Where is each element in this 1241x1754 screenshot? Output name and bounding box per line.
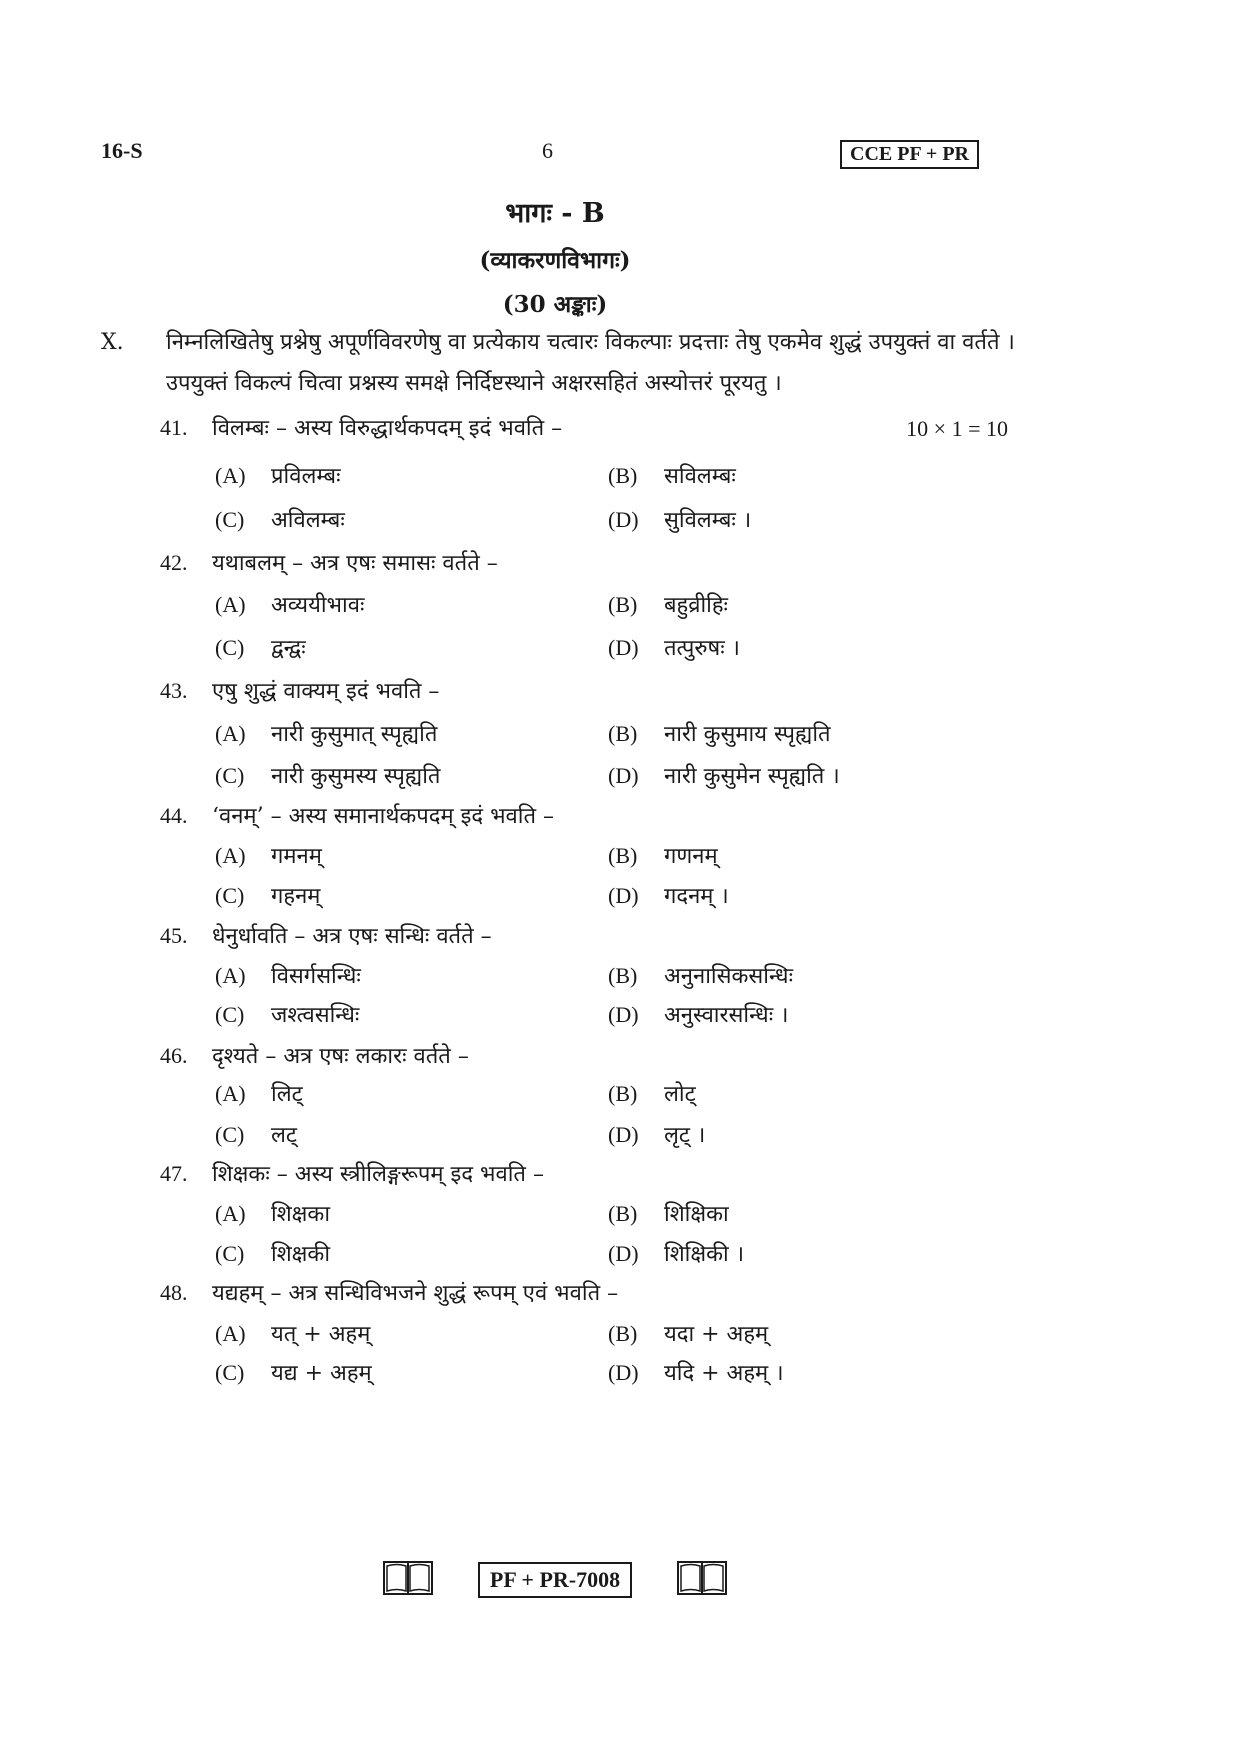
option-text: जश्त्वसन्धिः: [271, 1003, 360, 1028]
question-text: यद्यहम् – अत्र सन्धिविभजने शुद्धं रूपम् एवं भवति –: [212, 1281, 619, 1306]
option: [608, 1078, 696, 1108]
open-book-icon: [677, 1561, 727, 1599]
option-label: (B): [608, 463, 638, 488]
option-label: (A): [215, 592, 246, 617]
question: [160, 675, 439, 705]
option-text: लृट् ।: [664, 1123, 706, 1148]
question-number: 44.: [160, 803, 188, 828]
option: [608, 504, 751, 534]
option-text: गमनम्: [271, 844, 322, 869]
option-label: (C): [215, 1360, 245, 1385]
question-number: 42.: [160, 550, 188, 575]
instruction-label: X.: [101, 330, 124, 355]
option: [215, 880, 320, 910]
option-label: (B): [608, 1321, 638, 1346]
option: [215, 1119, 297, 1149]
option-label: (C): [215, 1241, 245, 1266]
option-label: (B): [608, 843, 638, 868]
option-label: (A): [215, 463, 246, 488]
option: [608, 840, 718, 870]
option: [608, 718, 831, 748]
option-text: लिट्: [271, 1082, 303, 1107]
section-title: भागः - B: [505, 198, 605, 229]
option-text: सुविलम्बः ।: [664, 508, 752, 533]
option-label: (D): [608, 1360, 639, 1385]
option-label: (D): [608, 1122, 639, 1147]
option-text: नारी कुसुमाय स्पृह्यति: [664, 722, 831, 747]
option-label: (A): [215, 1081, 246, 1106]
option-text: अविलम्बः: [271, 508, 345, 533]
option: [215, 1078, 303, 1108]
question: [160, 920, 492, 950]
option-text: शिक्षिकी ।: [664, 1242, 745, 1267]
option: [608, 460, 736, 490]
option-text: सविलम्बः: [664, 464, 736, 489]
question: [160, 1277, 618, 1307]
option-text: अनुनासिकसन्धिः: [664, 964, 794, 989]
question-text: ‘वनम्’ – अस्य समानार्थकपदम् इदं भवति –: [212, 804, 555, 829]
option: [215, 632, 306, 662]
option-text: अनुस्वारसन्धिः ।: [664, 1003, 789, 1028]
question-number: 46.: [160, 1043, 188, 1068]
question-text: यथाबलम् – अत्र एषः समासः वर्तते –: [212, 551, 498, 576]
option-label: (A): [215, 963, 246, 988]
option-label: (D): [608, 763, 639, 788]
question-text: दृश्यते – अत्र एषः लकारः वर्तते –: [212, 1044, 469, 1069]
option-text: लोट्: [664, 1082, 696, 1107]
option: [215, 589, 364, 619]
question-text: विलम्बः – अस्य विरुद्धार्थकपदम् इदं भवति –: [212, 416, 563, 441]
question: [160, 1158, 544, 1188]
footer-code-box: PF + PR-7008: [478, 1562, 632, 1598]
option-label: (C): [215, 507, 245, 532]
option-label: (B): [608, 1201, 638, 1226]
option-label: (C): [215, 635, 245, 660]
option: [608, 760, 840, 790]
page-footer: [0, 1561, 1110, 1599]
option: [215, 1318, 370, 1348]
option-label: (B): [608, 1081, 638, 1106]
exam-code-box: CCE PF + PR: [840, 140, 979, 169]
option-label: (A): [215, 843, 246, 868]
option-text: यदा + अहम्: [664, 1322, 769, 1347]
option-text: गहनम्: [271, 884, 321, 909]
option-text: शिक्षका: [271, 1202, 331, 1227]
option-label: (B): [608, 963, 638, 988]
option-text: यद्य + अहम्: [271, 1361, 372, 1386]
question: [160, 1040, 469, 1070]
option: [608, 1119, 705, 1149]
option: [215, 999, 359, 1029]
option-text: गदनम् ।: [664, 884, 729, 909]
option-label: (B): [608, 592, 638, 617]
option-label: (D): [608, 507, 639, 532]
question-number: 47.: [160, 1161, 188, 1186]
option: [215, 460, 341, 490]
option-label: (D): [608, 883, 639, 908]
section-subtitle: (व्याकरणविभागः): [479, 247, 631, 274]
question-number: 43.: [160, 678, 188, 703]
option-text: शिक्षिका: [664, 1202, 729, 1227]
option-label: (A): [215, 1201, 246, 1226]
question-text: धेनुर्धावति – अत्र एषः सन्धिः वर्तते –: [212, 924, 492, 949]
page-number: 6: [542, 138, 553, 163]
option: [608, 1357, 784, 1387]
option-label: (D): [608, 1241, 639, 1266]
question: [160, 547, 498, 577]
option-label: (C): [215, 763, 245, 788]
question-number: 41.: [160, 415, 188, 440]
option-text: लट्: [271, 1123, 298, 1148]
option-text: नारी कुसुमेन स्पृह्यति ।: [664, 764, 840, 789]
option-label: (D): [608, 1002, 639, 1027]
question-text: शिक्षकः – अस्य स्त्रीलिङ्गरूपम् इद भवति –: [212, 1162, 544, 1187]
option: [215, 718, 437, 748]
instruction-text: निम्नलिखितेषु प्रश्नेषु अपूर्णविवरणेषु वा प्रत्येकाय चत्वारः विकल्पाः प्रदत्ताः तेषु एकमेव शुद्धं उपयुक्तं वा वर्तते । उपयुक्तं विकल्पं चित्वा प्रश्नस्य समक्षे निर्दिष्टस्थाने अक्षरसहितं अस्योत्तरं पूरयतु ।: [166, 330, 1015, 396]
option: [215, 1357, 372, 1387]
question: [160, 412, 562, 442]
option: [608, 880, 729, 910]
option-text: गणनम्: [664, 844, 718, 869]
option: [608, 960, 793, 990]
option-text: द्वन्द्वः: [271, 636, 306, 661]
option-text: नारी कुसुमात् स्पृह्यति: [271, 722, 438, 747]
option: [608, 999, 788, 1029]
option: [608, 589, 728, 619]
option-text: विसर्गसन्धिः: [271, 964, 361, 989]
option: [215, 760, 440, 790]
open-book-icon: [383, 1561, 433, 1599]
option-label: (B): [608, 721, 638, 746]
option-text: अव्ययीभावः: [271, 593, 365, 618]
option: [608, 1238, 744, 1268]
option: [215, 504, 345, 534]
question-text: एषु शुद्धं वाक्यम् इदं भवति –: [212, 679, 440, 704]
option-text: नारी कुसुमस्य स्पृह्यति: [271, 764, 441, 789]
option-text: प्रविलम्बः: [271, 464, 341, 489]
option: [215, 840, 322, 870]
marks-formula: 10 × 1 = 10: [906, 416, 1008, 441]
option: [215, 1198, 330, 1228]
option-text: यत् + अहम्: [271, 1322, 371, 1347]
question-number: 45.: [160, 923, 188, 948]
option: [215, 960, 361, 990]
option-text: बहुव्रीहिः: [664, 593, 728, 618]
option: [215, 1238, 330, 1268]
option-label: (A): [215, 721, 246, 746]
option-label: (C): [215, 883, 245, 908]
option: [608, 1198, 729, 1228]
option-label: (A): [215, 1321, 246, 1346]
option-text: तत्पुरुषः ।: [664, 636, 740, 661]
question: [160, 800, 554, 830]
option: [608, 1318, 768, 1348]
section-marks: (30 अङ्काः): [502, 291, 608, 318]
option-label: (C): [215, 1122, 245, 1147]
option: [608, 632, 740, 662]
option-label: (C): [215, 1002, 245, 1027]
option-label: (D): [608, 635, 639, 660]
option-text: यदि + अहम् ।: [664, 1361, 784, 1386]
option-text: शिक्षकी: [271, 1242, 331, 1267]
question-number: 48.: [160, 1280, 188, 1305]
paper-code: 16-S: [101, 138, 143, 163]
